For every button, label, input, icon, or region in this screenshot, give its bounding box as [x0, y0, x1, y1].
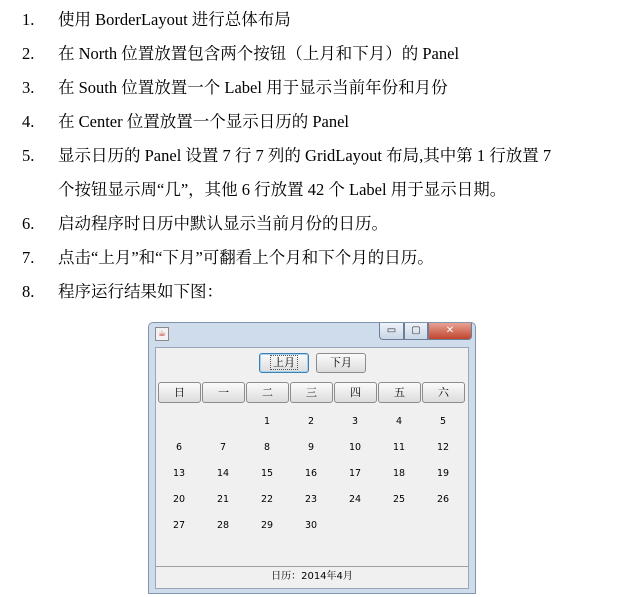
- day-label: 26: [436, 494, 450, 505]
- day-label: 27: [172, 520, 186, 531]
- item-text: 使用 BorderLayout 进行总体布局: [58, 10, 291, 29]
- weekday-button[interactable]: 四: [334, 382, 377, 403]
- item-text: 程序运行结果如下图：: [58, 282, 223, 301]
- minimize-button[interactable]: ▭: [379, 323, 404, 340]
- next-month-button[interactable]: 下月: [316, 353, 366, 373]
- item-number: 6.: [22, 214, 35, 233]
- item-text: 在 North 位置放置包含两个按钮（上月和下月）的 Panel: [58, 44, 460, 63]
- day-label: 18: [392, 468, 406, 479]
- title-bar: [149, 323, 475, 345]
- day-label: 28: [216, 520, 230, 531]
- day-label: 6: [175, 442, 183, 453]
- day-label: 23: [304, 494, 318, 505]
- day-label: 15: [260, 468, 274, 479]
- day-label: 22: [260, 494, 274, 505]
- maximize-button[interactable]: ▢: [404, 323, 428, 340]
- client-area: [155, 347, 469, 589]
- day-label: 1: [263, 416, 271, 427]
- day-label: 5: [439, 416, 447, 427]
- day-label: 13: [172, 468, 186, 479]
- item-text: 启动程序时日历中默认显示当前月份的日历。: [58, 214, 388, 233]
- divider: [156, 566, 468, 567]
- day-label: 4: [395, 416, 403, 427]
- item-text: 显示日历的 Panel 设置 7 行 7 列的 GridLayout 布局,其中第 1 行放置 7: [58, 146, 552, 165]
- weekday-button[interactable]: 日: [158, 382, 201, 403]
- item-number: 1.: [22, 10, 35, 29]
- prev-month-button[interactable]: [259, 353, 309, 373]
- weekday-button[interactable]: 六: [422, 382, 465, 403]
- day-label: 17: [348, 468, 362, 479]
- item-number: 4.: [22, 112, 35, 131]
- item-number: 5.: [22, 146, 35, 165]
- close-button[interactable]: ✕: [428, 323, 472, 340]
- day-label: 29: [260, 520, 274, 531]
- day-label: 12: [436, 442, 450, 453]
- item-number: 8.: [22, 282, 35, 301]
- day-label: 19: [436, 468, 450, 479]
- item-text: 在 South 位置放置一个 Label 用于显示当前年份和月份: [58, 78, 448, 97]
- item-text: 个按钮显示周“几”，其他 6 行放置 42 个 Label 用于显示日期。: [58, 180, 507, 199]
- day-label: 24: [348, 494, 362, 505]
- calendar-window: [148, 322, 476, 594]
- weekday-button[interactable]: 一: [202, 382, 245, 403]
- day-label: 3: [351, 416, 359, 427]
- day-label: 25: [392, 494, 406, 505]
- day-label: 9: [307, 442, 315, 453]
- item-number: 2.: [22, 44, 35, 63]
- day-label: 30: [304, 520, 318, 531]
- item-number: 3.: [22, 78, 35, 97]
- button-label: 上月: [270, 355, 298, 370]
- day-label: 16: [304, 468, 318, 479]
- day-label: 2: [307, 416, 315, 427]
- item-number: 7.: [22, 248, 35, 267]
- weekday-button[interactable]: 三: [290, 382, 333, 403]
- day-label: 14: [216, 468, 230, 479]
- day-label: 11: [392, 442, 406, 453]
- status-label: 日历：2014年4月: [271, 571, 353, 582]
- weekday-button[interactable]: 五: [378, 382, 421, 403]
- day-label: 20: [172, 494, 186, 505]
- item-text: 点击“上月”和“下月”可翻看上个月和下个月的日历。: [58, 248, 434, 267]
- item-text: 在 Center 位置放置一个显示日历的 Panel: [58, 112, 350, 131]
- day-label: 21: [216, 494, 230, 505]
- day-label: 7: [219, 442, 227, 453]
- java-icon[interactable]: ☕: [155, 327, 169, 341]
- north-panel: [156, 348, 468, 378]
- weekday-button[interactable]: 二: [246, 382, 289, 403]
- day-label: 10: [348, 442, 362, 453]
- day-label: 8: [263, 442, 271, 453]
